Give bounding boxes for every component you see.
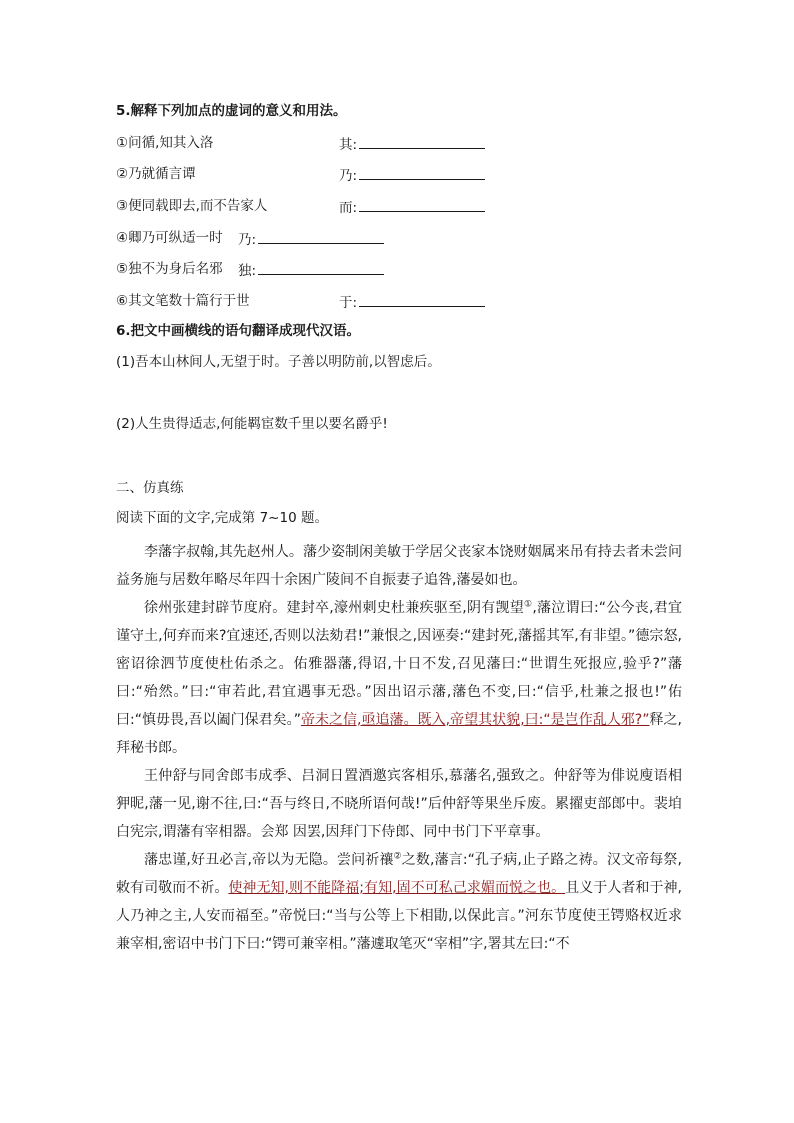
p4-text-c: 且义于人者和于神,人乃神之主,人安而福至。”帝悦曰:“当与公等上下相勖,以保此言。”河东节度使王锷赂权近求兼宰相,密诏中书门下曰:“锷可兼宰相。”藩遽取笔灭“宰相”字,署其左曰:“不 bbox=[116, 880, 683, 952]
q5-blank-1[interactable] bbox=[359, 133, 485, 149]
q5-sentence-5: ⑤独不为身后名邪 bbox=[116, 261, 223, 277]
underlined-sentence-1: 帝未之信,亟追藩。既入,帝望其状貌,曰:“是岂作乱人邪?” bbox=[300, 712, 650, 728]
q5-word-1: 其: bbox=[339, 137, 358, 153]
q6-item-1: (1)吾本山林间人,无望于时。子善以明防前,以智虑后。 bbox=[116, 354, 441, 370]
q5-blank-6[interactable] bbox=[359, 291, 485, 307]
q5-sentence-3: ③便同载即去,而不告家人 bbox=[116, 198, 268, 214]
passage-paragraph-2 bbox=[116, 594, 682, 762]
footnote-marker-2: ② bbox=[393, 851, 402, 862]
section-2-instruction: 阅读下面的文字,完成第 7~10 题。 bbox=[116, 510, 328, 526]
q5-word-4: 乃: bbox=[238, 232, 257, 248]
q5-blank-4[interactable] bbox=[258, 228, 384, 244]
footnote-marker-1: ① bbox=[524, 599, 533, 610]
passage-paragraph-1: 李藩字叔翰,其先赵州人。藩少姿制闲美敏于学居父丧家本饶财姻属来吊有持去者未尝问益务施与居数年略尽年四十余困广陵间不自振妻子追咎,藩晏如也。 bbox=[116, 544, 682, 588]
passage bbox=[116, 538, 682, 958]
q6-item-2: (2)人生贵得适志,何能羁宦数千里以要名爵乎! bbox=[116, 416, 388, 432]
q5-answer-2 bbox=[339, 164, 485, 186]
passage-paragraph-4 bbox=[116, 846, 682, 958]
p4-text-a: 藩忠谨,好丑必言,帝以为无隐。尝问祈禳 bbox=[144, 852, 394, 868]
q5-word-6: 于: bbox=[339, 295, 358, 311]
q5-word-3: 而: bbox=[339, 200, 358, 216]
p2-text-b: ,藩泣谓曰:“公今丧,君宜谨守土,何弃而来?宜速还,否则以法劾君!”兼恨之,因诬奏:“建封死,藩摇其军,有非望。”德宗怒,密诏徐泗节度使杜佑杀之。佑雅器藩,得诏,十日不发,召见藩曰:“世谓生死报应,验乎?”藩曰:“殆然。”曰:“审若此,君宜遇事无恐。”因出诏示藩,藩色不变,曰:“信乎,杜兼之报也!”佑曰:“慎毋畏,吾以阖门保君矣。” bbox=[116, 600, 682, 728]
q5-answer-3 bbox=[339, 196, 485, 218]
q5-answer-5 bbox=[238, 259, 384, 281]
q5-blank-2[interactable] bbox=[359, 164, 485, 180]
passage-paragraph-3: 王仲舒与同舍郎韦成季、吕洞日置酒邀宾客相乐,慕藩名,强致之。仲舒等为俳说廋语相狎昵,藩一见,谢不往,曰:“吾与终日,不晓所语何哉!”后仲舒等果坐斥废。累擢吏部郎中。裴垍白宪宗,谓藩有宰相器。会郑 因罢,因拜门下侍郎、同中书门下平章事。 bbox=[116, 768, 682, 840]
q5-sentence-4: ④卿乃可纵适一时 bbox=[116, 230, 223, 246]
q5-sentence-2: ②乃就循言谭 bbox=[116, 166, 196, 182]
question-5-title: 5.解释下列加点的虚词的意义和用法。 bbox=[116, 103, 347, 119]
q5-sentence-6: ⑥其文笔数十篇行于世 bbox=[116, 293, 250, 309]
q5-sentence-1: ①问循,知其入洛 bbox=[116, 135, 214, 151]
q5-word-5: 独: bbox=[238, 263, 257, 279]
p4-text-b: 之数,藩言:“孔子病,止子路之祷。汉文帝每祭,敕有司敬而不祈。 bbox=[116, 852, 682, 896]
p2-text-a: 徐州张建封辟节度府。建封卒,濠州刺史杜兼疾驱至,阴有觊望 bbox=[144, 600, 524, 616]
q5-answer-4 bbox=[238, 228, 384, 250]
question-6-title: 6.把文中画横线的语句翻译成现代汉语。 bbox=[116, 323, 361, 339]
q5-word-2: 乃: bbox=[339, 168, 358, 184]
q5-blank-5[interactable] bbox=[258, 259, 384, 275]
underlined-sentence-2: 使神无知,则不能降福;有知,固不可私己求媚而悦之也。 bbox=[228, 880, 566, 896]
q5-blank-3[interactable] bbox=[359, 196, 485, 212]
section-2-heading: 二、仿真练 bbox=[116, 480, 184, 496]
q5-answer-6 bbox=[339, 291, 485, 313]
q5-answer-1 bbox=[339, 133, 485, 155]
p2-text-c: 释之,拜秘书郎。 bbox=[116, 712, 682, 756]
